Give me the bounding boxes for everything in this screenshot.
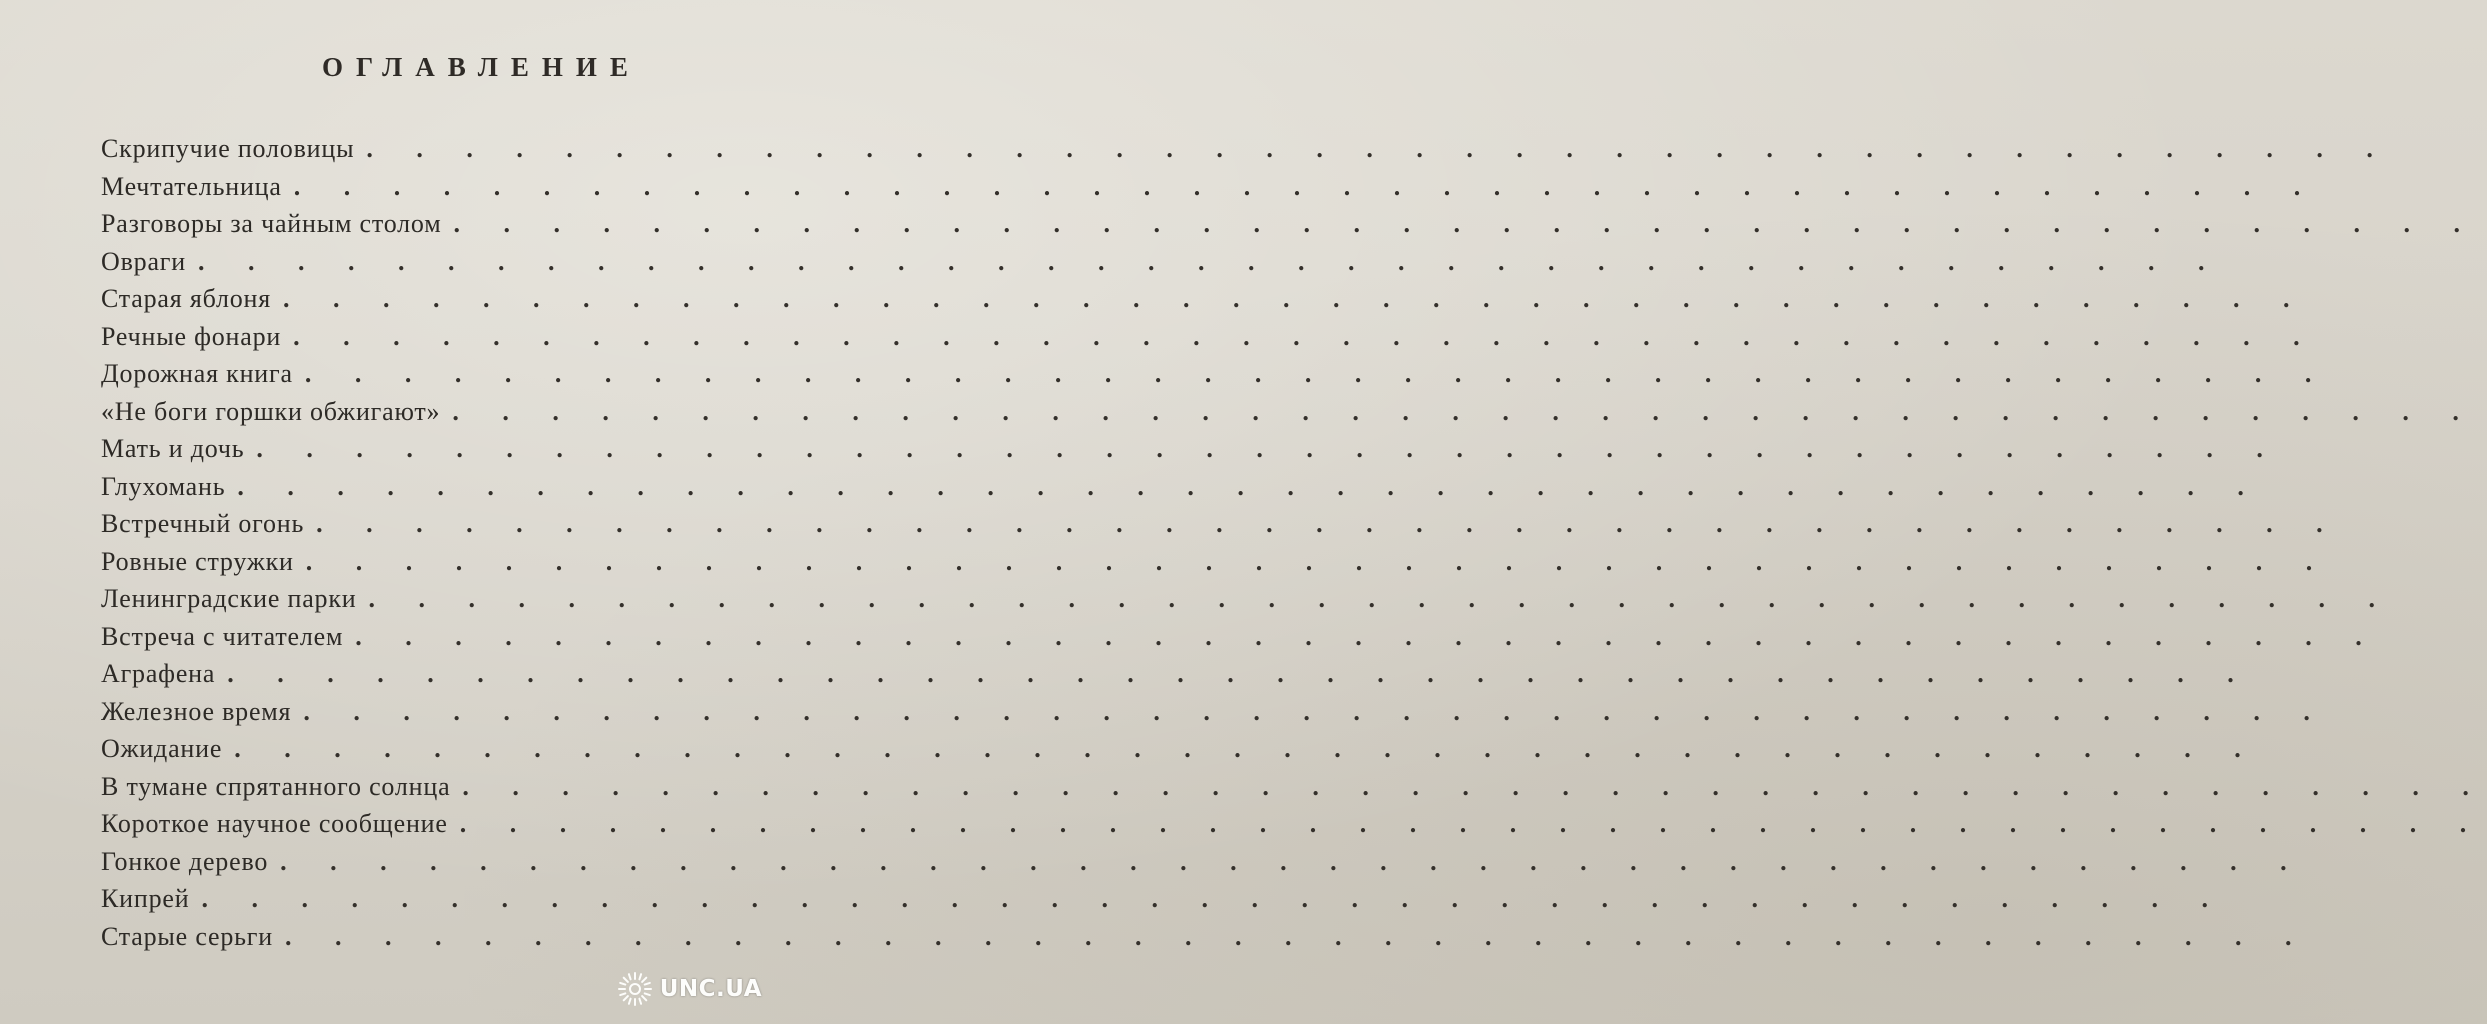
toc-entry	[101, 809, 2485, 847]
toc-entry	[101, 321, 2319, 360]
dot-leader: . . . . . . . . . . . . . . . . . . . . . . . . . . . . . . . . . . . . . . . . .	[303, 696, 2329, 726]
toc-entry-title: Скрипучие половицы	[101, 134, 355, 163]
dot-leader: . . . . . . . . . . . . . . . . . . . . . . . . . . . . . . . . . . . . . . . . .	[197, 246, 2223, 276]
toc-entry	[101, 171, 2319, 210]
toc-entry	[101, 546, 2331, 585]
toc-entry-title: Разговоры за чайным столом	[101, 209, 442, 238]
toc-entry	[101, 509, 2342, 547]
toc-entry-title: Гонкое дерево	[101, 846, 269, 876]
toc-entry	[101, 584, 2394, 622]
toc-entry-title: Кипрей	[101, 884, 190, 913]
dot-leader: . . . . . . . . . . . . . . . . . . . . . . . . . . . . . . . . . . . . . . . . .	[293, 171, 2319, 201]
dot-leader: . . . . . . . . . . . . . . . . . . . . . . . . . . . . . . . . . . . . . . . . .	[366, 134, 2392, 163]
dot-leader: . . . . . . . . . . . . . . . . . . . . . . . . . . . . . . . . . . . . . . . . .	[355, 621, 2381, 651]
dot-leader: . . . . . . . . . . . . . . . . . . . . . . . . . . . . . . . . . . . . . . . . .	[305, 546, 2331, 576]
dot-leader: . . . . . . . . . . . . . . . . . . . . . . . . . . . . . . . . . . . . . . . . .	[453, 209, 2479, 238]
dot-leader: . . . . . . . . . . . . . . . . . . . . . . . . . . . . . . . . . . . . . . . . .	[284, 921, 2310, 951]
dot-leader: . . . . . . . . . . . . . . . . . . . . . . . . . . . . . . . . . . . . . . . . .	[280, 846, 2306, 876]
dot-leader: . . . . . . . . . . . . . . . . . . . . . . . . . . . . . . . . . . . . . . . . .	[316, 509, 2342, 538]
toc-entry	[101, 134, 2392, 172]
toc-entry	[101, 659, 2253, 697]
toc-entry	[101, 471, 2263, 510]
toc-entry-title: Железное время	[101, 696, 292, 726]
toc-entry-title: Мечтательница	[101, 171, 282, 201]
toc-entry	[101, 209, 2479, 247]
toc-entry-title: Аграфена	[101, 659, 216, 688]
toc-entry-title: Мать и дочь	[101, 434, 245, 463]
dot-leader: . . . . . . . . . . . . . . . . . . . . . . . . . . . . . . . . . . . . . . . . .	[368, 584, 2394, 613]
watermark-text: UNC.UA	[659, 976, 762, 1002]
toc-entry-title: Старая яблоня	[101, 284, 272, 313]
toc-entry	[101, 621, 2381, 660]
toc-entry	[101, 696, 2329, 735]
toc-entry-title: Глухомань	[101, 471, 226, 501]
toc-entry-title: Дорожная книга	[101, 359, 293, 388]
toc-entry-title: Ровные стружки	[101, 546, 294, 576]
toc-entry-title: Старые серьги	[101, 921, 273, 951]
toc-entry	[101, 284, 2309, 322]
dot-leader: . . . . . . . . . . . . . . . . . . . . . . . . . . . . . . . . . . . . . . . . .	[234, 734, 2260, 763]
toc-entry	[101, 846, 2306, 885]
toc-entry	[101, 734, 2260, 772]
toc-entry	[101, 396, 2478, 435]
dot-leader: . . . . . . . . . . . . . . . . . . . . . . . . . . . . . . . . . . . . . . . . .	[227, 659, 2253, 688]
toc-entry	[101, 434, 2282, 472]
dot-leader: . . . . . . . . . . . . . . . . . . . . . . . . . . . . . . . . . . . . . . . . .	[459, 809, 2485, 838]
toc-entry	[101, 921, 2310, 960]
toc-entry	[101, 246, 2223, 285]
toc-entry-title: Короткое научное сообщение	[101, 809, 448, 838]
dot-leader: . . . . . . . . . . . . . . . . . . . . . . . . . . . . . . . . . . . . . . . . .	[237, 471, 2263, 501]
toc-entry	[101, 771, 2487, 810]
watermark	[616, 970, 762, 1008]
dot-leader: . . . . . . . . . . . . . . . . . . . . . . . . . . . . . . . . . . . . . . . . .	[293, 321, 2319, 351]
toc-entry-title: Ленинградские парки	[101, 584, 357, 613]
dot-leader: . . . . . . . . . . . . . . . . . . . . . . . . . . . . . . . . . . . . . . . . .	[256, 434, 2282, 463]
toc-entry-title: Овраги	[101, 246, 186, 276]
dot-leader: . . . . . . . . . . . . . . . . . . . . . . . . . . . . . . . . . . . . . . . . .	[201, 884, 2227, 913]
toc-entry-title: Ожидание	[101, 734, 223, 763]
page-title: ОГЛАВЛЕНИЕ	[322, 52, 641, 82]
toc-entry-title: В тумане спрятанного солнца	[101, 771, 451, 801]
dot-leader: . . . . . . . . . . . . . . . . . . . . . . . . . . . . . . . . . . . . . . . . .	[304, 359, 2330, 388]
dot-leader: . . . . . . . . . . . . . . . . . . . . . . . . . . . . . . . . . . . . . . . . .	[283, 284, 2309, 313]
toc-entry-title: Встреча с читателем	[101, 621, 344, 651]
sunburst-logo-icon	[616, 970, 654, 1008]
toc-entry	[101, 884, 2227, 922]
toc-entry-title: «Не боги горшки обжигают»	[101, 396, 441, 426]
dot-leader: . . . . . . . . . . . . . . . . . . . . . . . . . . . . . . . . . . . . . . . . .	[462, 771, 2487, 801]
toc-entry-title: Встречный огонь	[101, 509, 305, 538]
toc-entry-title: Речные фонари	[101, 321, 282, 351]
toc-list	[101, 134, 2487, 959]
toc-entry	[101, 359, 2330, 397]
dot-leader: . . . . . . . . . . . . . . . . . . . . . . . . . . . . . . . . . . . . . . . . .	[452, 396, 2478, 426]
